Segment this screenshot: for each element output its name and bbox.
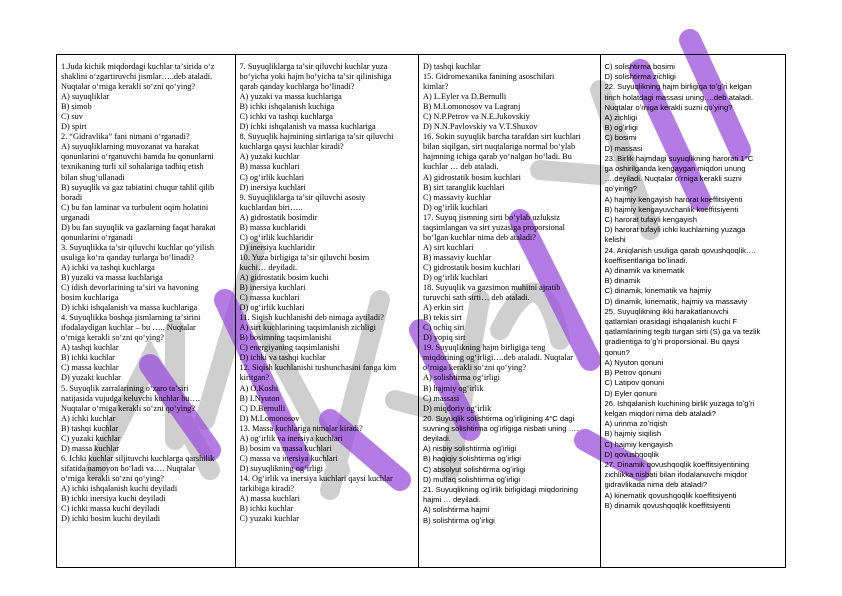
text-line: shaklini oʻzgartiruvchi jismlar…..deb ataladi. — [61, 72, 213, 82]
text-line: A) solishtirma ogʻirligi — [423, 373, 500, 383]
text-line: kuchlardan biri….. — [239, 202, 303, 212]
text-line: C) ogʻirlik kuchlaridir — [239, 232, 314, 242]
column-4 — [601, 55, 785, 567]
text-line: C) ogʻirlik kuchlari — [239, 172, 305, 182]
text-line: bilan shugʻullanadi — [61, 172, 125, 182]
text-line: C) suv — [61, 112, 83, 122]
text-line: D) inersiya kuchlaridir — [239, 242, 316, 252]
text-line: B) ichki ishqalanish kuchiga — [239, 102, 335, 112]
text-line: 5. Suyuqlik zarralarining oʻzaro taʼsiri — [61, 383, 189, 393]
text-line: C) D.Bernulli — [239, 403, 286, 413]
text-line: hajmning ichiga qarab yoʻnalgan boʻladi. Bu — [423, 152, 572, 162]
text-line: B) simob — [61, 102, 92, 112]
column-2 — [236, 55, 420, 567]
text-line: C) bu fan laminar va turbulent oqim holatini — [61, 202, 209, 212]
text-line: D) miqdoriy ogʻirlik — [423, 403, 492, 413]
text-line: oʻrniga kerakli soʻzni qoʻying? — [61, 473, 164, 483]
text-line: 27. Dinamik qovushqoqlik koeffitsiyentining — [604, 459, 750, 469]
text-line: C) massa kuchlari — [239, 293, 300, 303]
text-line: C) gidrostatik bosim kuchlari — [423, 262, 521, 272]
text-line: 13. Massa kuchlariga nimalar kiradi? — [239, 423, 363, 433]
text-line: B) inersiya kuchlari — [239, 283, 306, 293]
text-line: bilan siqilgan, sirt nuqtalariga normal boʻylab — [423, 142, 576, 152]
text-line: tarkibiga kiradi? — [239, 483, 295, 493]
text-line: 14. Ogʻirlik va inersiya kuchlari qaysi kuchlar — [239, 473, 393, 483]
text-line: B) hajmiy siqilish — [604, 429, 662, 439]
text-line: B) bosimning taqsimlanishi — [239, 333, 332, 343]
text-line: C) massaviy kuchlar — [423, 192, 492, 202]
text-line: qatlamlari orasidagi ishqalanish kuchi F — [604, 317, 738, 327]
text-line: D) bu fan suyuqlik va gazlarning faqat harakat — [61, 222, 216, 232]
text-line: C) ochiq sirt — [423, 323, 465, 333]
text-line: A) L.Eyler va D.Bernulli — [423, 92, 507, 102]
text-line: 20. Suyuqlik solishtirma ogʻirligining 4°C dagi — [423, 413, 575, 423]
text-line: A) gidrostatik bosim kuchi — [239, 272, 329, 282]
text-line: 8. Suyuqlik hajmining sirtlariga taʼsir qiluvchi — [239, 132, 394, 142]
text-line: D) ichki ishqalanish va massa kuchlariga — [239, 122, 376, 132]
text-line: D) yopiq sirt — [423, 333, 466, 343]
column-1 — [57, 55, 236, 567]
text-line: boʻyicha yoki hajm boʻyicha taʼsir qilinishiga — [239, 72, 392, 82]
text-line: D) tashqi kuchlar — [423, 62, 481, 71]
text-line: D) ogʻirlik kuchlari — [423, 202, 488, 212]
text-line: C) energiyaning taqsimlanishi — [239, 343, 340, 353]
text-line: B) hajmiy ogʻirlik — [423, 383, 484, 393]
text-line: Nuqtalar oʻrniga kerakli suzni qoʻying? — [604, 102, 733, 112]
text-line: bosim kuchlariga — [61, 293, 119, 303]
text-line: C) yuzaki kuchlar — [61, 433, 121, 443]
text-line: D) massa kuchlar — [61, 443, 120, 453]
text-line: B) dinamik qovushqoqlik koeffitsiyenti — [604, 500, 731, 510]
text-line: kimlar? — [423, 82, 449, 92]
text-line: D) ogʻirlik kuchlari — [423, 272, 488, 282]
text-line: ifodalaydigan kuchlar – bu ….. Nuqtalar — [61, 323, 196, 333]
text-line: C) ichki massa kuchi deyiladi — [61, 504, 160, 514]
text-line: C) yuzaki kuchlar — [239, 514, 299, 524]
text-line: 22. Suyuqlikning hajm birligiga toʻgʻri kelgan — [604, 82, 752, 92]
text-line: C) ichki va tashqi kuchlarga — [239, 112, 333, 122]
text-line: 16. Sokin suyuqlik barcha tarafdan sirt kuchlari — [423, 132, 581, 142]
text-line: koeffisentlariga boʻlinadi. — [604, 255, 688, 265]
text-line: B) I.Nyuton — [239, 393, 280, 403]
text-line: A) nisbiy solishtirma ogʻirligi — [423, 444, 517, 454]
text-line: D) ichki ishqalanish va massa kuchlariga — [61, 303, 198, 313]
text-line: 6. Ichki kuchlar siljituvchi kuchlarga qarshilik — [61, 453, 215, 463]
text-line: C) Latipov qonuni — [604, 378, 665, 388]
text-line: C) massa va inersiya kuchlari — [239, 453, 338, 463]
text-line: A) gidrostatik bosimdir — [239, 212, 318, 222]
text-line: gradientiga toʻgʻri proporsional. Bu qaysi — [604, 337, 740, 347]
text-line: A) yuzaki kuchlar — [239, 152, 300, 162]
text-line: D) harorat tufayli ichki kuchlarning yuzaga — [604, 225, 746, 235]
text-line: 7. Suyuqliklarga taʼsir qiluvchi kuchlar yuza — [239, 62, 388, 71]
text-line: kiritgan? — [239, 373, 270, 383]
text-line: A) suyuqliklar — [61, 92, 110, 102]
text-line: Nuqtalar oʻrniga kerakli soʻzni qoʻying? — [61, 82, 196, 92]
text-line: natijasida vujudga keluvchi kuchlar bu…. — [61, 393, 200, 403]
text-line: A) ichki va tashqi kuchlarga — [61, 262, 155, 272]
text-line: B) suyuqlik va gaz tabiatini chuqur tahlil qilib — [61, 182, 215, 192]
text-line: 12. Siqish kuchlanishi tushunchasini fanga kim — [239, 363, 397, 373]
text-line: kuchi… deyiladi. — [239, 262, 298, 272]
text-line: 26. Ishqalanish kuchining birlik yuzaga toʻgʻri — [604, 398, 755, 408]
text-line: B) hajmiy kengayuvchanlik koeffitsiyenti — [604, 204, 739, 214]
text-line: miqdorining ogʻirligi….deb ataladi. Nuqtalar — [423, 353, 574, 363]
text-line: kuchlar … deb ataladi. — [423, 162, 499, 172]
text-line: A) sirt kuchlarining taqsimlanish zichligi — [239, 323, 376, 333]
text-line: A) sirt kuchlari — [423, 242, 474, 252]
text-line: boʻlgan kuchlar nima deb ataladi? — [423, 232, 536, 242]
text-line: urganadi — [61, 212, 90, 222]
text-line: B) tashqi kuchlar — [61, 423, 119, 433]
text-line: qarab qanday kuchlarga boʻlinadi? — [239, 82, 355, 92]
text-line: turuvchi sath sirti… deb ataladi. — [423, 293, 530, 303]
text-line: A) massa kuchlari — [239, 494, 300, 504]
text-line: Nuqtalar oʻrniga kerakli soʻzni qoʻying? — [61, 403, 196, 413]
text-line: 4. Suyuqlikka boshqa jismlarning taʼsirini — [61, 313, 201, 323]
text-line: D) Eyler qonuni — [604, 388, 657, 398]
text-line: D) M.Lomonosov — [239, 413, 300, 423]
text-line: D) solishtirma zichligi — [604, 72, 676, 82]
text-line: D) ichki va tashqi kuchlar — [239, 353, 326, 363]
text-line: B) massa kuchlaridi — [239, 222, 306, 232]
text-line: B) Petrov qonuni — [604, 368, 662, 378]
text-line: A) O.Koshi — [239, 383, 279, 393]
text-line: gidravlikada nima deb ataladi? — [604, 480, 708, 490]
text-line: qonunlarini oʻrganuvchi hamda bu qonunlarni — [61, 152, 214, 162]
text-line: kelishi — [604, 235, 626, 245]
text-line: C) absolyut solishtirma ogʻirligi — [423, 464, 526, 474]
text-line: A) kinematik qovushqoqlik koeffitsiyenti — [604, 490, 737, 500]
text-line: D) qovushqoqlik — [604, 449, 659, 459]
text-line: qonunlarini oʻrganadi — [61, 232, 133, 242]
text-line: A) ichki kuchlar — [61, 413, 116, 423]
text-line: boradi — [61, 192, 83, 202]
text-line: 19. Suyuqlikning hajm birligiga teng — [423, 343, 546, 353]
text-line: 1.Juda kichik miqdordagi kuchlar taʼsirida oʻz — [61, 62, 215, 71]
text-line: deyiladi. — [423, 434, 451, 444]
text-line: B) sirt taranglik kuchlari — [423, 182, 505, 192]
text-line: B) ichki kuchlar — [239, 504, 294, 514]
text-line: texnikaning turli xil sohalariga tadbiq etish — [61, 162, 204, 172]
text-line: kelgan miqdori nima deb ataladi? — [604, 408, 716, 418]
text-line: C) bosimi — [604, 133, 637, 143]
text-line: A) Nyuton qonuni — [604, 357, 664, 367]
text-line: C) massa kuchlar — [61, 363, 119, 373]
text-line: C) hajmiy kengayish — [604, 439, 673, 449]
text-line: 2. “Gidravlika” fani nimani oʻrganadi? — [61, 132, 190, 142]
text-line: D) spirt — [61, 122, 87, 132]
text-line: D) mutlaq solishtirma ogʻirligi — [423, 474, 521, 484]
text-line: A) solishtirma hajmi — [423, 505, 490, 515]
text-line: B) bosim va massa kuchlari — [239, 443, 332, 453]
text-line: B) M.Lomonosov va Lagranj — [423, 102, 521, 112]
text-line: qatlamlarining tegib turgan sirti (S) ga va tezlik — [604, 327, 761, 337]
text-line: A) ichki ishqalanish kuchi deyiladi — [61, 483, 178, 493]
text-line: kuchlarga qaysi kuchlar kiradi? — [239, 142, 344, 152]
text-line: B) massaviy kuchlar — [423, 252, 492, 262]
text-line: C) idish devorlarining taʼsiri va havoning — [61, 283, 199, 293]
text-line: D) ichki bosim kuchi deyiladi — [61, 514, 161, 524]
text-line: 11. Siqish kuchlanishi deb nimaga aytiladi? — [239, 313, 384, 323]
text-line: tinch holatdagi massasi uning….deb ataladi. — [604, 92, 754, 102]
text-line: B) haqiqiy solishtirma ogʻirligi — [423, 454, 521, 464]
text-line: C) N.P.Petrov va N.E.Jukovskiy — [423, 112, 530, 122]
text-line: A) zichligi — [604, 113, 638, 123]
text-line: D) ogʻirlik kuchlari — [239, 303, 305, 313]
text-line: 24. Aniqlanish usuliga qarab qovushqoqlik…. — [604, 245, 756, 255]
text-line: B) ichki inersiya kuchi deyiladi — [61, 494, 166, 504]
text-line: A) erkin sirt — [423, 303, 464, 313]
text-line: D) massasi — [604, 143, 643, 153]
text-line: A) dinamik va kinematik — [604, 266, 685, 276]
text-line: 25. Suyuqlikning ikki harakatlanuvchi — [604, 306, 729, 316]
text-line: 3. Suyuqlikka taʼsir qiluvchi kuchlar qoʻyilish — [61, 242, 215, 252]
column-3 — [419, 55, 601, 567]
text-line: C) massasi — [423, 393, 460, 403]
text-line: B) solishtirma ogʻirligi — [423, 515, 495, 525]
text-line: A) tashqi kuchlar — [61, 343, 119, 353]
text-line: D) yuzaki kuchlar — [61, 373, 121, 383]
text-line: C) solishtirma bosimi — [604, 62, 675, 71]
text-line: A) ogʻirlik va inersiya kuchlari — [239, 433, 343, 443]
text-line: suvning solishtirma ogʻirligiga nisbati uning …. — [423, 423, 579, 433]
text-line: B) tekis sirt — [423, 313, 462, 323]
text-line: B) massa kuchlari — [239, 162, 300, 172]
text-line: qoʻyinng? — [604, 184, 638, 194]
text-line: B) yuzaki va massa kuchlariga — [61, 272, 163, 282]
text-line: D) dinamik, kinematik, hajmiy va massaviy — [604, 296, 748, 306]
text-line: 23. Birlik hajmdagi suyuqlikning harorati 1°C — [604, 153, 754, 163]
text-line: 10. Yuza birligiga taʼsir qiluvchi bosim — [239, 252, 370, 262]
text-line: oʻrniga kerakli soʻzni qoʻying? — [61, 333, 164, 343]
text-line: zichlikka nisbati bilan ifodalanuvchi miqdor — [604, 470, 748, 480]
text-line: D) N.N.Pavlovskiy va V.T.Shuxov — [423, 122, 538, 132]
text-line: sifatida namoyon boʻladi va…. Nuqtalar — [61, 463, 196, 473]
text-line: B) ogʻirligi — [604, 123, 638, 133]
text-line: taqsimlangan va sirt yuzasiga proporsional — [423, 222, 565, 232]
text-line: C) harorat tufayli kengayish — [604, 215, 697, 225]
text-line: 17. Suyuq jismning sirti boʻylab uzluksiz — [423, 212, 560, 222]
text-line: ….deyiladi. Nuqtalar oʻrniga kerakli suzni — [604, 174, 742, 184]
text-line: A) urinma zoʻriqish — [604, 419, 668, 429]
text-line: D) inersiya kuchlari — [239, 182, 306, 192]
text-line: 9. Suyuqliklarga taʼsir qiluvchi asosiy — [239, 192, 366, 202]
text-line: qonun? — [604, 347, 630, 357]
text-line: ga oshirilganda kengaygan miqdori unung — [604, 164, 746, 174]
text-line: hajmi … deyiladi. — [423, 495, 481, 505]
text-line: A) gidrostatik bosim kuchlari — [423, 172, 521, 182]
text-line: B) dinamik — [604, 276, 641, 286]
text-line: 18. Suyuqlik va gazsimon muhitni ajratib — [423, 283, 561, 293]
question-table — [56, 54, 786, 568]
text-line: usuliga koʻra qanday turlarga boʻlinadi? — [61, 252, 195, 262]
text-line: 15. Gidromexanika fanining asoschilari — [423, 72, 555, 82]
text-line: B) ichki kuchlar — [61, 353, 115, 363]
text-line: D) suyuqlikning ogʻirligi — [239, 463, 323, 473]
text-line: A) hajmiy kengayish harorat koeffitsiyenti — [604, 194, 743, 204]
text-line: oʻrniga kerakli soʻzni qoʻying? — [423, 363, 527, 373]
text-line: C) dinamik, kinematik va hajmiy — [604, 286, 712, 296]
text-line: 21. Suyuqlikning ogʻirlik birligidagi miqdorining — [423, 485, 578, 495]
text-line: A) suyuqliklarning muvozanat va harakat — [61, 142, 199, 152]
text-line: A) yuzaki va massa kuchlariga — [239, 92, 342, 102]
